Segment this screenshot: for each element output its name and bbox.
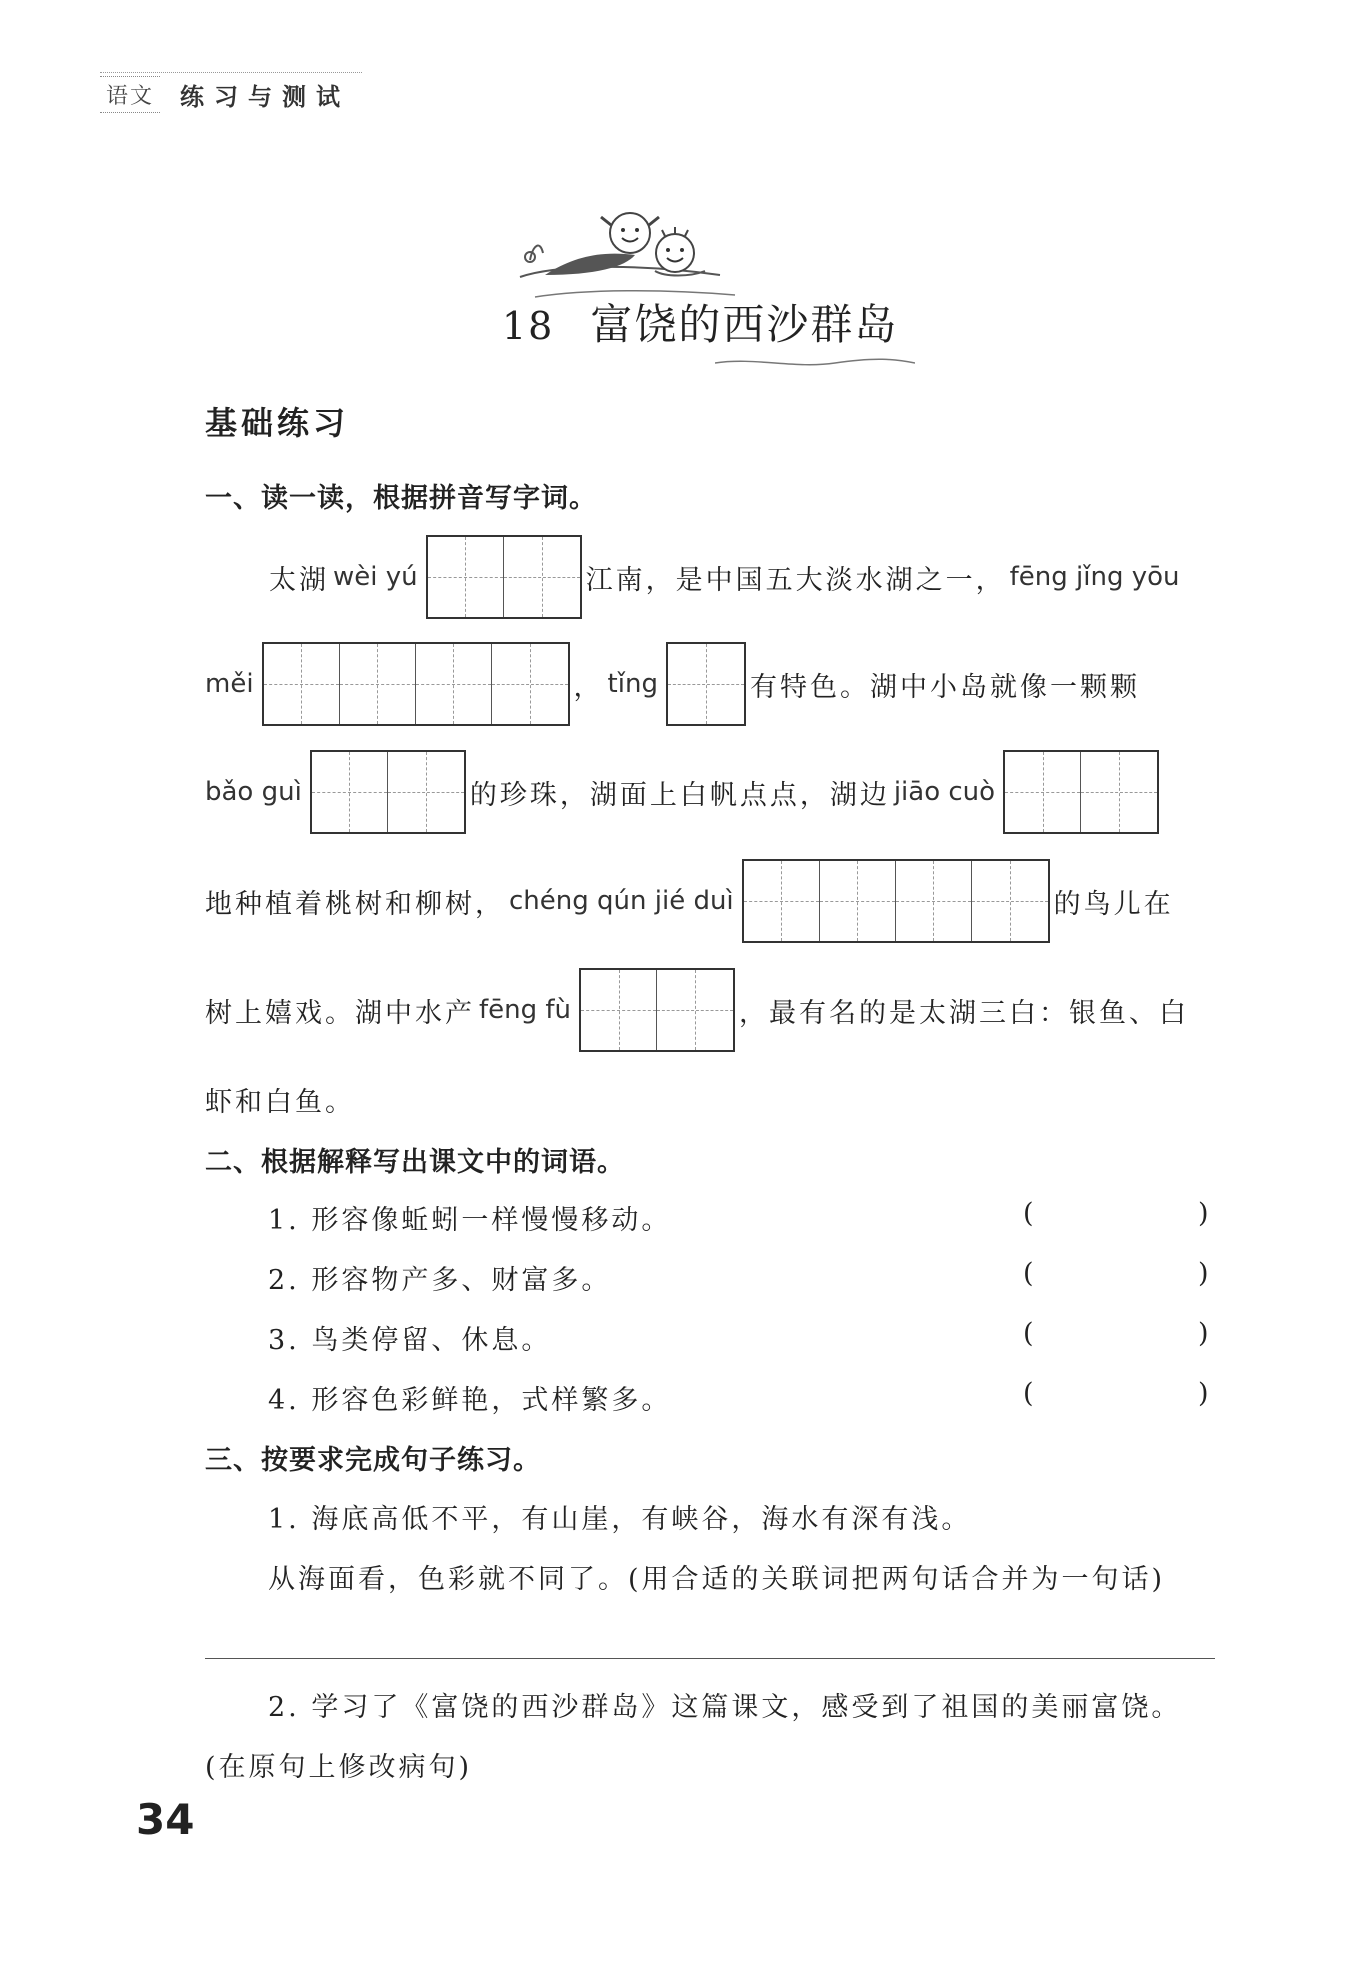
q1-l2-text-2: 有特色。湖中小岛就像一颗颗 — [749, 671, 1140, 703]
q1-heading: 一、读一读，根据拼音写字词。 — [205, 483, 597, 514]
page-number: 34 — [136, 1795, 195, 1844]
q1-line-6: 虾和白鱼。 — [205, 1087, 355, 1118]
q2-item-2 — [268, 1258, 1218, 1297]
header-subject: 语文 — [100, 76, 160, 113]
q1-line-5 — [205, 968, 1215, 1052]
answer-paren-open[interactable]: ( — [1023, 1258, 1037, 1289]
q2-item-1 — [268, 1198, 1218, 1237]
q1-l5-text-1: 树上嬉戏。湖中水产 — [205, 997, 475, 1029]
q3-sentence-2: 2. 学习了《富饶的西沙群岛》这篇课文，感受到了祖国的美丽富饶。 — [268, 1692, 1182, 1723]
answer-paren-open[interactable]: ( — [1023, 1198, 1037, 1229]
answer-grid[interactable] — [666, 642, 746, 726]
q1-l2-text-1: ， — [573, 671, 604, 703]
q1-l4-text-2: 的鸟儿在 — [1053, 888, 1174, 920]
answer-grid[interactable] — [579, 968, 735, 1052]
q2-item-text: 2. 形容物产多、财富多。 — [268, 1265, 612, 1296]
q1-l2-pinyin-1: měi — [205, 669, 254, 699]
answer-line[interactable] — [205, 1658, 1215, 1659]
section-title: 基础练习 — [205, 404, 350, 442]
q3-sentence-2-instruction: (在原句上修改病句) — [205, 1752, 473, 1783]
q1-l4-text-1: 地种植着桃树和柳树， — [205, 888, 505, 920]
q1-l5-pinyin-1: fēng fù — [479, 995, 572, 1025]
q1-l3-pinyin-1: bǎo guì — [205, 777, 302, 807]
q1-l2-pinyin-2: tǐng — [607, 669, 658, 699]
q1-l1-pinyin-1: wèi yú — [333, 562, 418, 592]
q1-l1-text-1: 太湖 — [269, 564, 329, 596]
q1-line-4 — [205, 859, 1215, 943]
q3-sentence-1-instruction: 从海面看，色彩就不同了。(用合适的关联词把两句话合并为一句话) — [268, 1564, 1166, 1595]
q1-line-2 — [205, 642, 1215, 726]
lesson-name: 富饶的西沙群岛 — [590, 300, 899, 349]
q2-item-text: 1. 形容像蚯蚓一样慢慢移动。 — [268, 1205, 672, 1236]
header-series-title: 练习与测试 — [180, 83, 351, 111]
answer-grid[interactable] — [742, 859, 1050, 943]
answer-paren-close: ) — [1198, 1318, 1212, 1349]
answer-paren-close: ) — [1198, 1378, 1212, 1409]
q2-item-4 — [268, 1378, 1218, 1417]
q3-sentence-1: 1. 海底高低不平，有山崖，有峡谷，海水有深有浅。 — [268, 1504, 972, 1535]
answer-paren-open[interactable]: ( — [1023, 1318, 1037, 1349]
answer-paren-open[interactable]: ( — [1023, 1378, 1037, 1409]
answer-grid[interactable] — [310, 750, 466, 834]
answer-grid[interactable] — [426, 535, 582, 619]
q3-heading: 三、按要求完成句子练习。 — [205, 1445, 541, 1476]
lesson-title — [502, 292, 898, 352]
answer-grid[interactable] — [262, 642, 570, 726]
q1-line-3 — [205, 750, 1215, 834]
q2-item-text: 4. 形容色彩鲜艳，式样繁多。 — [268, 1385, 672, 1416]
header-rule — [100, 72, 362, 73]
title-wave-decoration — [715, 355, 915, 371]
answer-paren-close: ) — [1198, 1198, 1212, 1229]
q1-l3-text-1: 的珍珠，湖面上白帆点点，湖边 — [469, 779, 890, 811]
q1-l1-pinyin-2: fēng jǐng yōu — [1009, 562, 1180, 592]
q2-item-3 — [268, 1318, 1218, 1357]
q1-l3-pinyin-2: jiāo cuò — [893, 777, 996, 807]
q2-heading: 二、根据解释写出课文中的词语。 — [205, 1147, 625, 1178]
q1-l5-text-2: ，最有名的是太湖三白：银鱼、白 — [739, 997, 1190, 1029]
page-header — [100, 76, 350, 113]
answer-grid[interactable] — [1003, 750, 1159, 834]
answer-paren-close: ) — [1198, 1258, 1212, 1289]
q1-line-1 — [205, 535, 1215, 619]
q1-l1-text-2: 江南，是中国五大淡水湖之一， — [585, 564, 1006, 596]
q1-l4-pinyin-1: chéng qún jié duì — [509, 886, 734, 916]
lesson-number: 18 — [502, 304, 555, 348]
q2-item-text: 3. 鸟类停留、休息。 — [268, 1325, 552, 1356]
